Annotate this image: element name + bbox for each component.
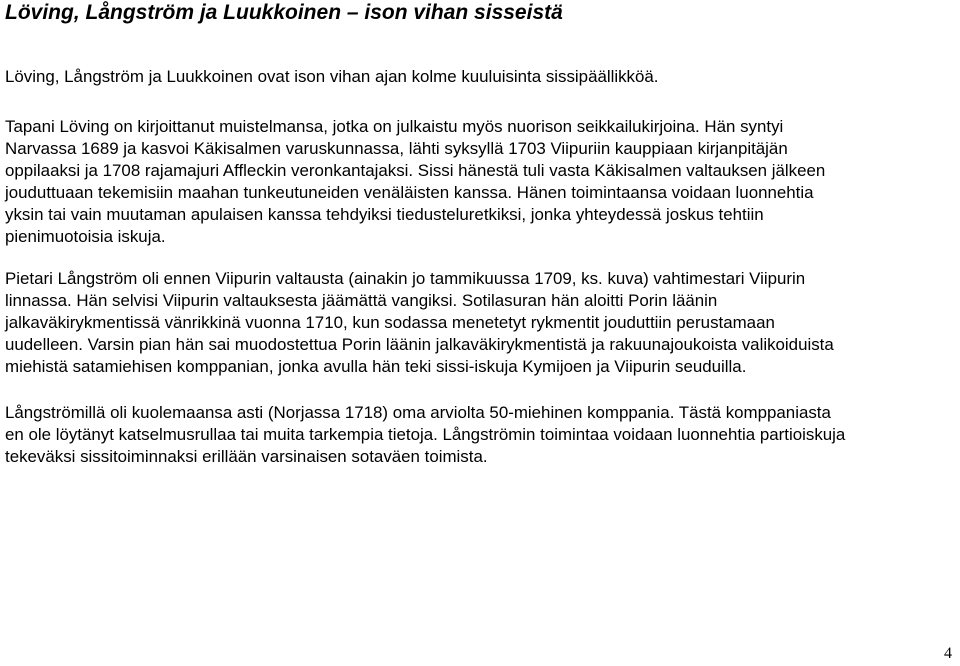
- page-title: Löving, Långström ja Luukkoinen – ison vihan sisseistä: [5, 1, 563, 24]
- paragraph-langstrom: [5, 268, 950, 378]
- text-line: yksin tai vain muutaman apulaisen kanssa tehdyiksi tiedusteluretkiksi, jonka yhteydessä joskus tehtiin: [5, 205, 764, 224]
- paragraph-loving: [5, 116, 950, 248]
- text-line: Narvassa 1689 ja kasvoi Käkisalmen varuskunnassa, lähti syksyllä 1703 Viipuriin kauppiaan kirjanpitäjän: [5, 139, 788, 158]
- text-line: Pietari Långström oli ennen Viipurin valtausta (ainakin jo tammikuussa 1709, ks. kuva) vahtimestari Viipurin: [5, 269, 806, 288]
- text-line: uudelleen. Varsin pian hän sai muodostettua Porin läänin jalkaväkirykmentistä ja rakuunajoukoista valikoiduista: [5, 335, 834, 354]
- text-line: oppilaaksi ja 1708 rajamajuri Affleckin veronkantajaksi. Sissi hänestä tuli vasta Käkisalmen valtauksen jälkeen: [5, 161, 826, 180]
- text-line: en ole löytänyt katselmusrullaa tai muita tarkempia tietoja. Långströmin toimintaa voidaan luonnehtia partioiskuja: [5, 425, 846, 444]
- paragraph-langstrom-company: [5, 402, 950, 468]
- text-line: Tapani Löving on kirjoittanut muistelmansa, jotka on julkaistu myös nuorison seikkailukirjoina. Hän syntyi: [5, 117, 784, 136]
- text-line: jalkaväkirykmentissä vänrikkinä vuonna 1710, kun sodassa menetetyt rykmentit jouduttiin perustamaan: [5, 313, 775, 332]
- text-line: linnassa. Hän selvisi Viipurin valtauksesta jäämättä vangiksi. Sotilasuran hän aloitti Porin läänin: [5, 291, 718, 310]
- text-line: Långströmillä oli kuolemaansa asti (Norjassa 1718) oma arviolta 50-miehinen komppania. Tästä komppaniasta: [5, 403, 831, 422]
- text-line: tekeväksi sissitoiminnaksi erillään varsinaisen sotaväen toimista.: [5, 447, 488, 466]
- paragraph-intro: [5, 66, 950, 88]
- text-line: jouduttuaan tekemisiin maahan tunkeutuneiden venäläisten kanssa. Hänen toimintaansa voidaan luonnehtia: [5, 183, 814, 202]
- text-line: miehistä satamiehisen komppanian, jonka avulla hän teki sissi-iskuja Kymijoen ja Viipurin seuduilla.: [5, 357, 747, 376]
- text-line: pienimuotoisia iskuja.: [5, 227, 166, 246]
- page-number: 4: [944, 645, 952, 662]
- text-line: Löving, Långström ja Luukkoinen ovat ison vihan ajan kolme kuuluisinta sissipäällikköä.: [5, 67, 659, 86]
